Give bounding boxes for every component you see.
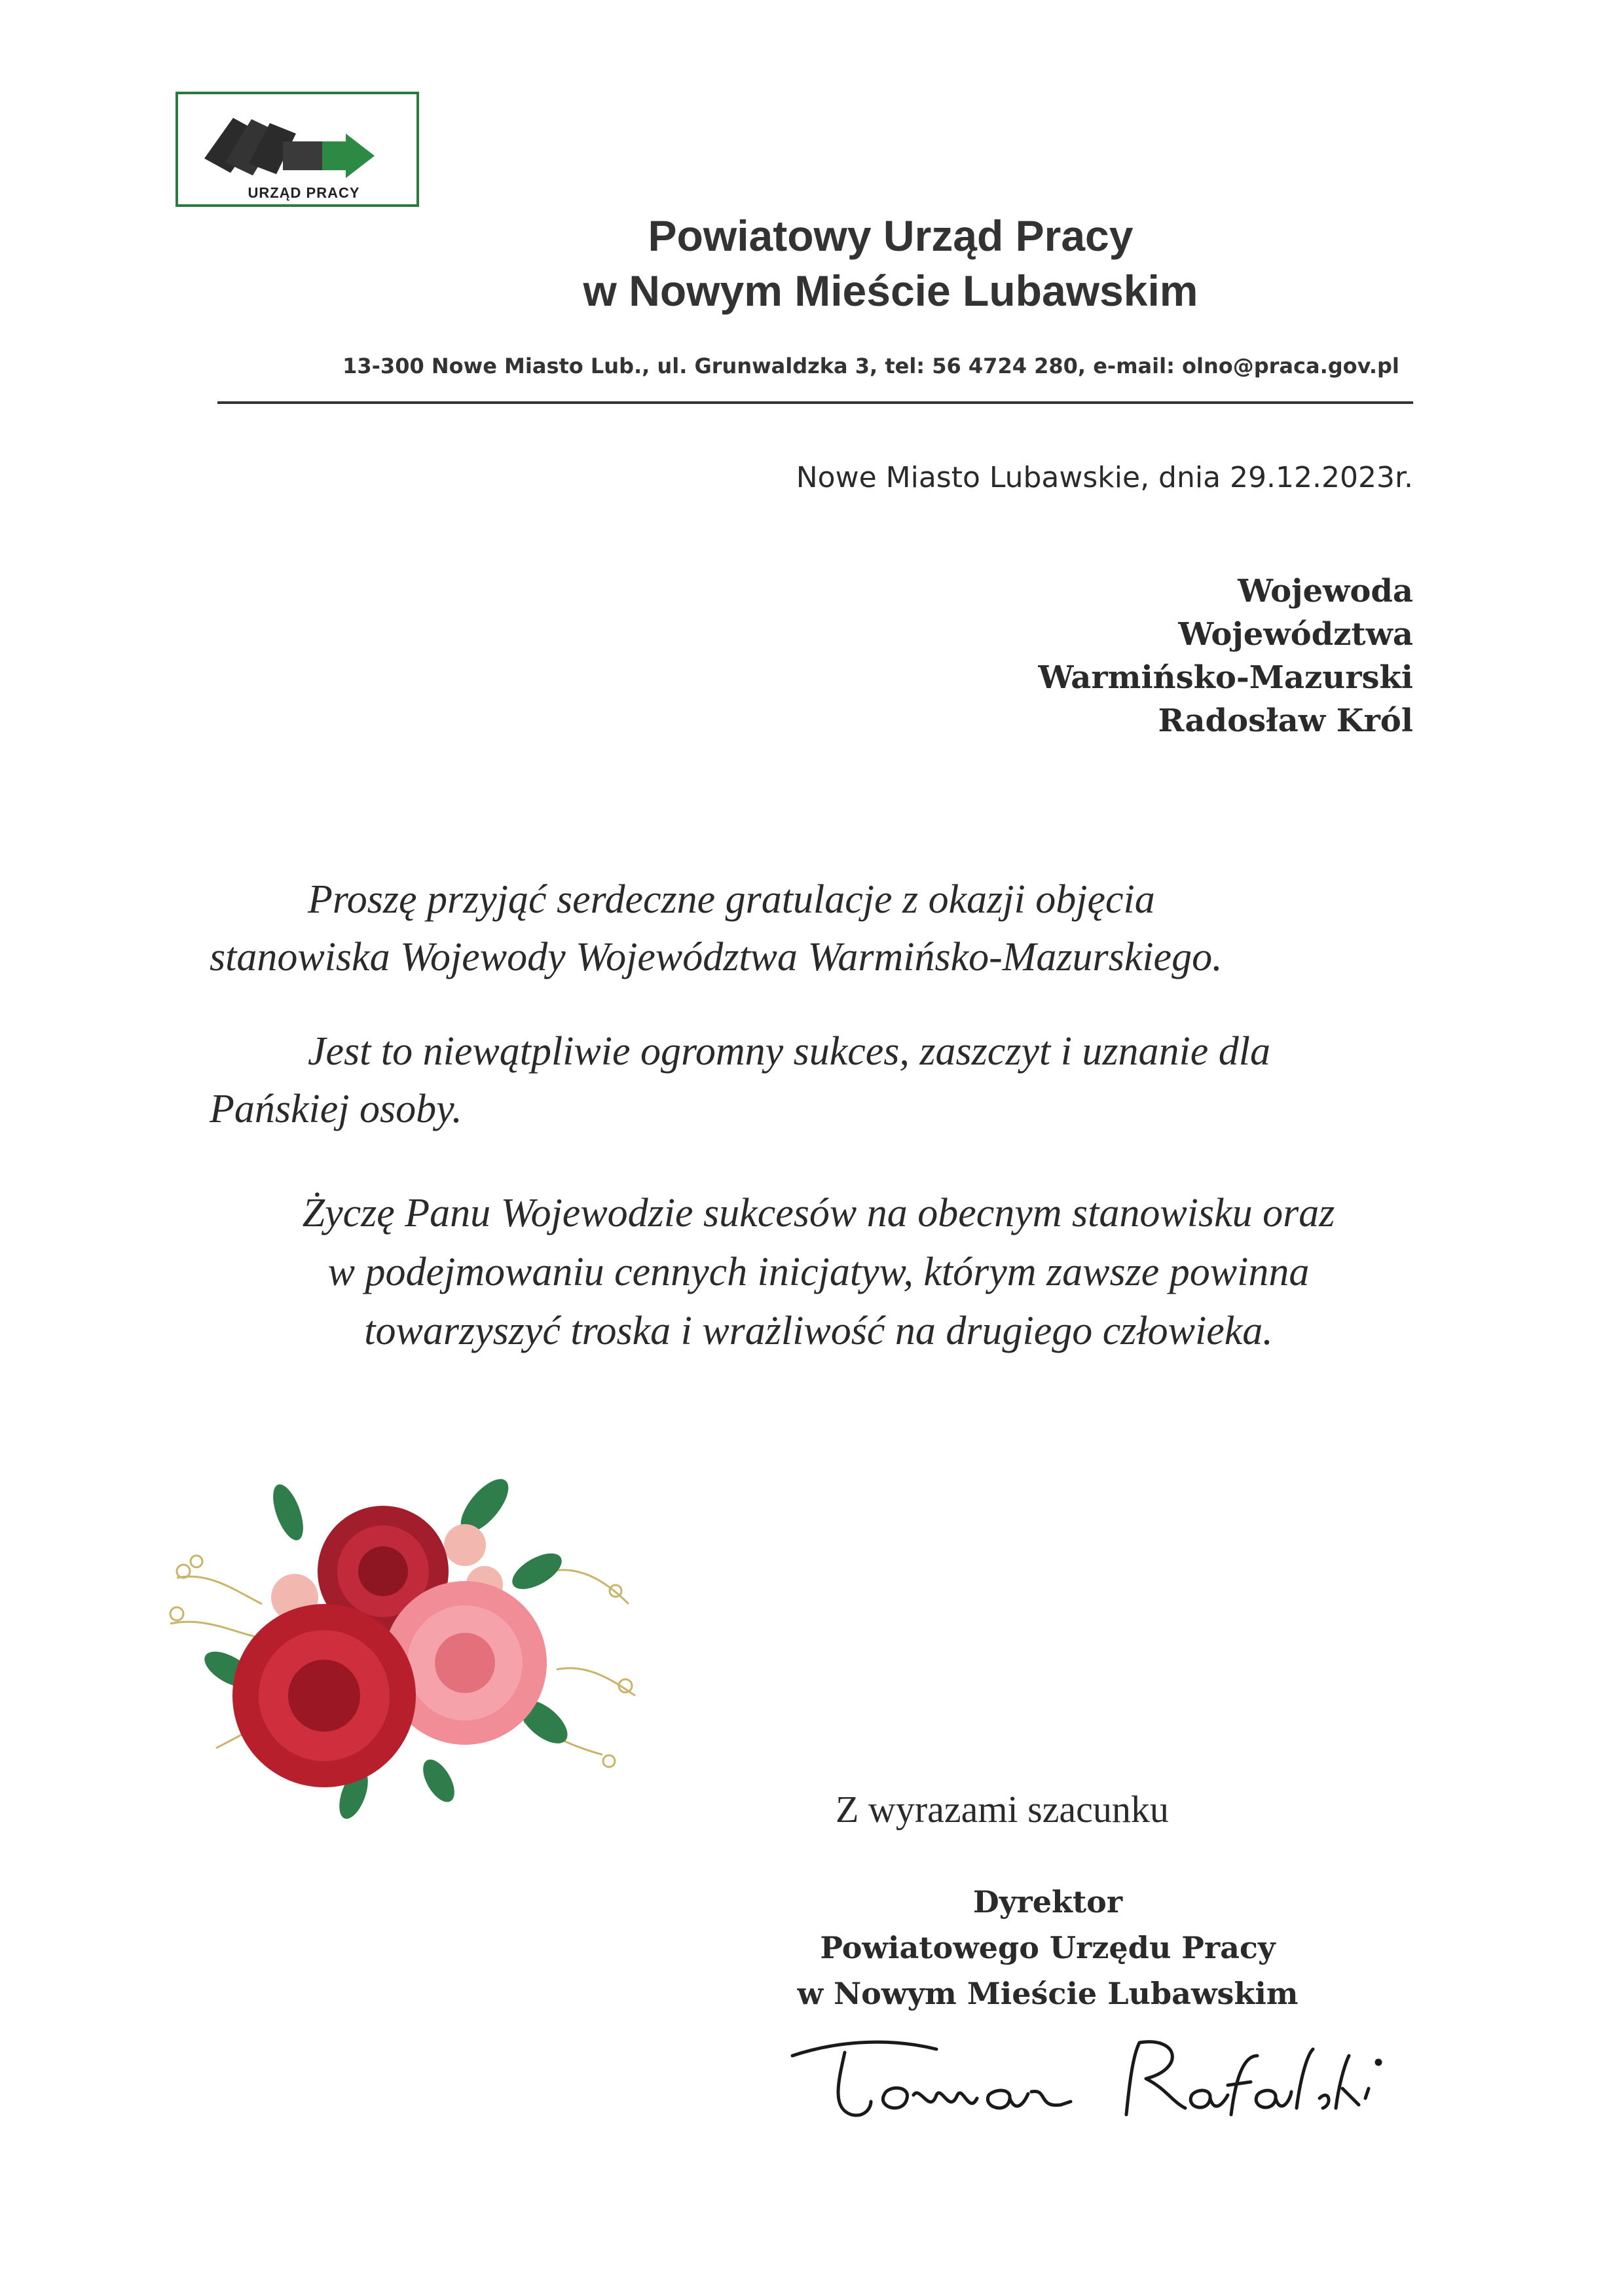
signatory-line3: w Nowym Mieście Lubawskim	[797, 1976, 1299, 2011]
header-divider	[217, 401, 1413, 404]
paragraph-line: Proszę przyjąć serdeczne gratulacje z okazji objęcia	[308, 877, 1155, 922]
org-name-line2: w Nowym Mieście Lubawskim	[583, 266, 1198, 315]
paragraph-3	[210, 1184, 1428, 1360]
roses-decoration-icon	[157, 1473, 642, 1840]
paragraph-line: towarzyszyć troska i wrażliwość na drugiego człowieka.	[364, 1309, 1273, 1353]
recipient-line4: Radosław Król	[1158, 702, 1413, 739]
organization-name	[0, 208, 1624, 318]
paragraph-line: Życzę Panu Wojewodzie sukcesów na obecnym stanowisku oraz	[302, 1191, 1335, 1235]
recipient-line2: Województwa	[1178, 616, 1413, 653]
recipient-line3: Warmińsko-Mazurski	[1038, 659, 1413, 696]
recipient-line1: Wojewoda	[1238, 573, 1413, 610]
paragraph-line: stanowiska Wojewody Województwa Warmińsko-Mazurskiego.	[210, 935, 1223, 979]
logo-text: URZĄD PRACY	[248, 185, 360, 201]
urzad-pracy-logo	[175, 92, 419, 207]
signatory-line2: Powiatowego Urzędu Pracy	[820, 1930, 1276, 1965]
org-name-line1: Powiatowy Urząd Pracy	[648, 211, 1134, 260]
organization-address: 13-300 Nowe Miasto Lub., ul. Grunwaldzka 3, tel: 56 4724 280, e-mail: olno@praca.gov.pl	[342, 354, 1399, 378]
paragraph-1	[210, 871, 1428, 986]
handwritten-signature	[773, 2016, 1388, 2147]
paragraph-line: Pańskiej osoby.	[210, 1087, 462, 1131]
recipient-block	[1039, 570, 1413, 742]
paragraph-2	[210, 1023, 1428, 1138]
signatory-line1: Dyrektor	[972, 1884, 1123, 1920]
paragraph-line: w podejmowaniu cennych inicjatyw, którym zawsze powinna	[327, 1250, 1310, 1294]
signatory-block	[720, 1879, 1375, 2016]
paragraph-line: Jest to niewątpliwie ogromny sukces, zaszczyt i uznanie dla	[308, 1029, 1271, 1074]
letter-date: Nowe Miasto Lubawskie, dnia 29.12.2023r.	[796, 461, 1413, 494]
closing-salutation: Z wyrazami szacunku	[836, 1788, 1169, 1831]
